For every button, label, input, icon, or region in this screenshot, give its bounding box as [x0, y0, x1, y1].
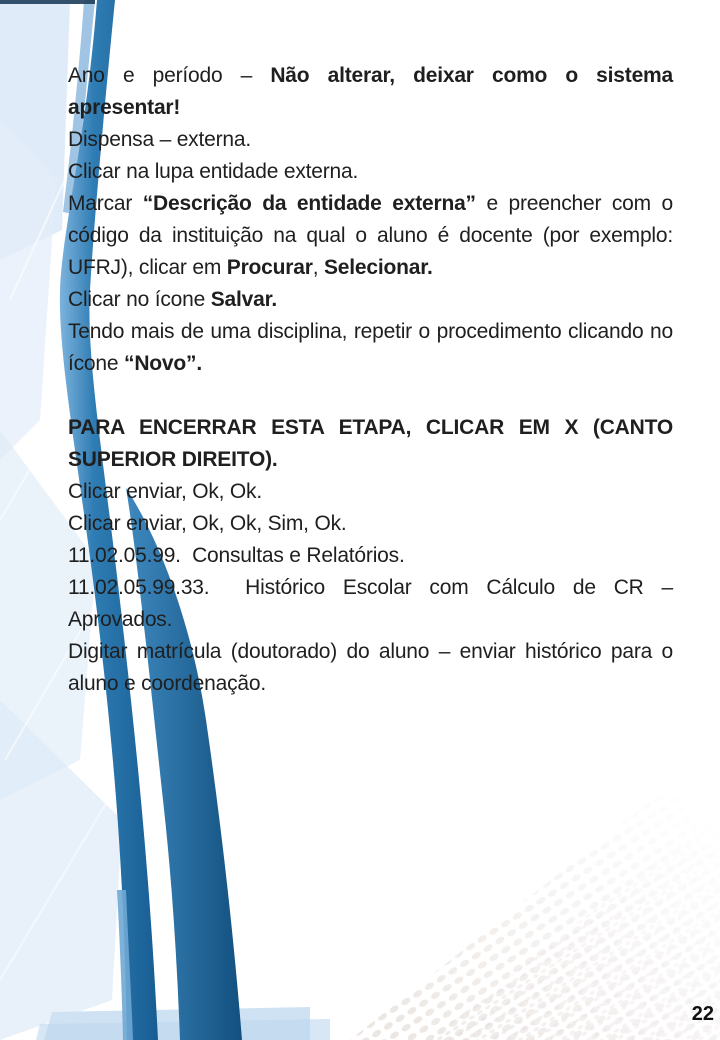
text-run: 11.02.05.99.33. Histórico Escolar com Cálculo de CR – Aprovados. [68, 576, 673, 631]
text-run: Salvar. [210, 288, 278, 311]
paragraph [68, 476, 673, 508]
text-run: Clicar no ícone [68, 288, 211, 311]
text-run: Digitar matrícula (doutorado) do aluno – enviar histórico para o aluno e coordenação. [68, 640, 673, 695]
text-run: Clicar na lupa entidade externa. [68, 160, 359, 183]
text-run: Tendo mais de uma disciplina, repetir o procedimento clicando no ícone [68, 320, 673, 375]
text-run: Marcar [68, 192, 143, 215]
text-run: PARA ENCERRAR ESTA ETAPA, CLICAR EM X (CANTO SUPERIOR DIREITO). [68, 416, 673, 471]
page-number: 22 [691, 1003, 714, 1025]
text-block [68, 60, 673, 700]
text-run: Selecionar. [324, 256, 433, 279]
top-bar [0, 0, 95, 4]
text-run: Clicar enviar, Ok, Ok, Sim, Ok. [68, 512, 347, 535]
text-run: e preencher com o código da instituição na qual o aluno é docente (por exemplo: UFRJ), clicar em [68, 192, 673, 279]
paragraph [68, 124, 673, 156]
text-run: , [312, 256, 324, 279]
paragraph [68, 412, 673, 476]
text-run: Clicar enviar, Ok, Ok. [68, 480, 262, 503]
text-run: “Novo”. [124, 352, 202, 375]
paragraph [68, 540, 673, 572]
paragraph [68, 636, 673, 700]
text-run: 11.02.05.99. Consultas e Relatórios. [68, 544, 405, 567]
paragraph [68, 156, 673, 188]
halftone-dots [350, 745, 720, 1040]
paragraph [68, 284, 673, 316]
text-run: Não alterar, deixar como o sistema apresentar! [68, 64, 674, 119]
paragraph [68, 188, 673, 284]
text-run: Ano e período – [68, 64, 271, 87]
paragraph [68, 572, 673, 636]
paragraph [68, 60, 673, 124]
paragraph [68, 508, 673, 540]
text-run: Procurar [226, 256, 313, 279]
text-run: Dispensa – externa. [68, 128, 251, 151]
paragraph [68, 316, 673, 380]
text-run: “Descrição da entidade externa” [142, 192, 476, 215]
